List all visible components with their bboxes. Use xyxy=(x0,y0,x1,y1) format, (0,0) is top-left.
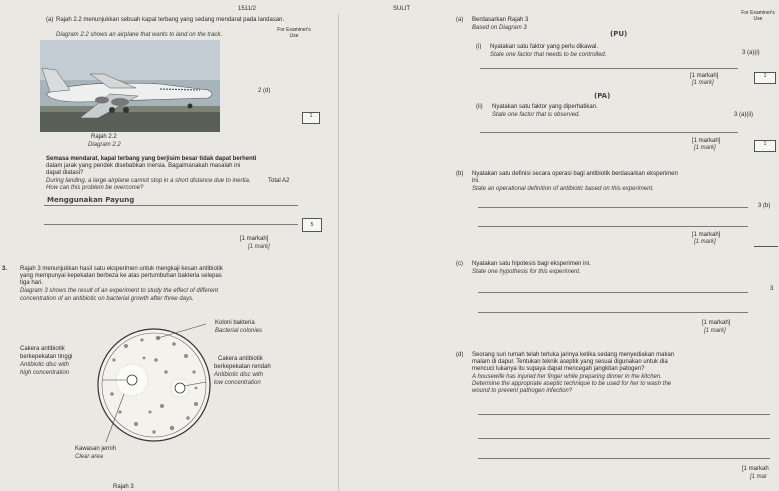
question-3-english-2: concentration of an antibiotic on bacterial growth after three days. xyxy=(20,296,194,302)
question-3-malay-3: tiga hari. xyxy=(20,280,44,286)
question-3-malay-2: yang mempunyai kepekatan berbeza ke atas pertumbuhan bakteria selepas xyxy=(20,273,222,279)
question-3b-english: State an operational definition of antibiotic based on this experiment. xyxy=(472,186,654,192)
question-2a-malay: Rajah 2.2 menunjukkan sebuah kapal terbang yang sedang mendarat pada landasan. xyxy=(56,17,285,23)
mark-3d-english: [1 mar xyxy=(750,474,768,480)
score-box-3b xyxy=(754,236,778,247)
score-box-total: 5 xyxy=(302,218,322,232)
question-2a-body-english-1: During landing, a large airplane cannot stop in a short distance due to inertia. xyxy=(46,178,251,184)
mark-3ai-english: [1 mark] xyxy=(692,80,714,86)
margin-mark-3ai: 3 (a)(i) xyxy=(742,50,760,56)
question-3c-malay: Nyatakan satu hipotesis bagi eksperimen ini. xyxy=(472,261,591,267)
score-box-1: 1 xyxy=(302,112,320,124)
score-box-3ai: 1 xyxy=(754,72,776,84)
question-3a-english: Based on Diagram 3 xyxy=(472,25,527,31)
label-high-disc-english-2: high concentration xyxy=(20,370,70,376)
handwritten-pa: (PA) xyxy=(594,92,611,100)
question-3b-number: (b) xyxy=(456,171,464,177)
question-2a-body-malay-1: Semasa mendarat, kapal terbang yang berjisim besar tidak dapat berhenti xyxy=(46,156,257,162)
margin-mark-3aii: 3 (a)(ii) xyxy=(734,112,753,118)
question-3d-malay-1: Seorang suri rumah telah terluka jarinya ketika sedang menyediakan makan xyxy=(472,352,675,358)
question-3aii-malay: Nyatakan satu faktor yang diperhatikan. xyxy=(492,104,598,110)
question-3b-malay-1: Nyatakan satu definisi secara operasi bagi antibiotik berdasarkan eksperimen xyxy=(472,171,678,177)
score-box-3aii: 1 xyxy=(754,140,776,152)
label-high-disc-english-1: Antibiotic disc with xyxy=(20,362,70,368)
mark-2a-english: [1 mark] xyxy=(248,244,270,250)
page-status: SULIT xyxy=(393,6,411,12)
mark-3c-english: [1 mark] xyxy=(704,328,726,334)
page-code: 1511/2 xyxy=(238,6,256,12)
margin-mark-3b: 3 (b) xyxy=(758,203,771,209)
mark-3b-malay: [1 markah] xyxy=(692,232,721,238)
question-2a-body-english-2: How can this problem be overcome? xyxy=(46,185,144,191)
question-3d-malay-2: malam di dapur. Tentukan teknik aseptik yang sesuai digunakan untuk dia xyxy=(472,359,668,365)
question-3aii-number: (ii) xyxy=(476,104,483,110)
mark-3aii-english: [1 mark] xyxy=(694,145,716,151)
label-low-disc-english-1: Antibiotic disc with xyxy=(214,372,264,378)
question-3ai-number: (i) xyxy=(476,44,482,50)
question-3c-number: (c) xyxy=(456,261,463,267)
question-3a-malay: Berdasarkan Rajah 3 xyxy=(472,17,529,23)
mark-2a-malay: [1 markah] xyxy=(240,236,269,242)
label-low-disc-malay-2: berkepekatan rendah xyxy=(214,364,271,370)
diagram-2-2-label-english: Diagram 2.2 xyxy=(88,142,121,148)
mark-3d-malay: [1 markah xyxy=(742,466,769,472)
label-clear-area-english: Clear area xyxy=(75,454,104,460)
answer-line-3d-2 xyxy=(478,438,770,439)
mark-3ai-malay: [1 markah] xyxy=(690,73,719,79)
total-a2-label: Total A2 xyxy=(268,178,290,184)
answer-line-2a-2 xyxy=(44,224,298,225)
answer-line-3ai xyxy=(480,68,738,69)
mark-3b-english: [1 mark] xyxy=(694,239,716,245)
answer-line-3b-1 xyxy=(478,207,748,208)
petri-dish-diagram xyxy=(96,310,216,460)
question-3-malay-1: Rajah 3 menunjukkan hasil satu eksperimen untuk mengkaji kesan antibiotik xyxy=(20,266,223,272)
airplane-landing-image xyxy=(40,40,220,132)
answer-line-2a-1 xyxy=(44,205,298,206)
answer-line-3aii xyxy=(480,132,738,133)
margin-mark-3c: 3 xyxy=(770,286,774,292)
question-3-number: 3. xyxy=(2,266,8,272)
diagram-2-2-label-malay: Rajah 2.2 xyxy=(91,134,117,140)
label-low-disc-english-2: low concentration xyxy=(214,380,261,386)
label-bacterial-colonies-english: Bacterial colonies xyxy=(215,328,263,334)
question-3ai-malay: Nyatakan satu faktor yang perlu dikawal. xyxy=(490,44,599,50)
question-3c-english: State one hypothesis for this experiment. xyxy=(472,269,581,275)
answer-line-3c-2 xyxy=(478,312,748,313)
answer-line-3d-3 xyxy=(478,458,770,459)
question-3d-malay-3: mencuci lukanya itu supaya dapat mencegah jangkitan patogen? xyxy=(472,366,645,372)
question-3d-english-3: wound to prevent pathogen infection? xyxy=(472,388,573,394)
question-2a-number: (a) xyxy=(46,17,54,23)
margin-mark-2d: 2 (d) xyxy=(258,88,271,94)
examiner-use-label-right: For Examiner's Use xyxy=(741,10,775,22)
examiner-use-label-left: For Examiner's Use xyxy=(277,27,311,39)
answer-line-3d-1 xyxy=(478,414,770,415)
question-3ai-english: State one factor that needs to be controlled. xyxy=(490,52,607,58)
mark-3c-malay: [1 markah] xyxy=(702,320,731,326)
answer-line-3c-1 xyxy=(478,292,748,293)
label-clear-area-malay: Kawasan jernih xyxy=(75,446,117,452)
label-bacterial-colonies-malay: Koloni bakteria xyxy=(215,320,255,326)
question-3d-english-1: A housewife has injured her finger while preparing dinner in the kitchen. xyxy=(472,374,662,380)
mark-3aii-malay: [1 markah] xyxy=(692,138,721,144)
label-low-disc-malay-1: Cakera antibiotik xyxy=(218,356,263,362)
handwritten-answer-2a: Menggunakan Payung xyxy=(47,196,135,204)
label-high-disc-malay-2: berkepekatan tinggi xyxy=(20,354,73,360)
question-3a-number: (a) xyxy=(456,17,464,23)
question-3d-english-2: Determine the appropriate aseptic technique to be used for her to wash the xyxy=(472,381,672,387)
question-2a-english: Diagram 2.2 shows an airplane that wants to land on the track. xyxy=(56,32,223,38)
answer-line-3b-2 xyxy=(478,226,748,227)
question-3aii-english: State one factor that is observed. xyxy=(492,112,581,118)
question-3d-number: (d) xyxy=(456,352,464,358)
question-2a-body-malay-3: dapat diatasi? xyxy=(46,170,84,176)
question-3-english-1: Diagram 3 shows the result of an experiment to study the effect of different xyxy=(20,288,219,294)
column-divider xyxy=(338,14,339,490)
question-3b-malay-2: ini. xyxy=(472,178,480,184)
label-high-disc-malay-1: Cakera antibiotik xyxy=(20,346,65,352)
diagram-3-caption-partial: Rajah 3 xyxy=(113,484,134,490)
question-2a-body-malay-2: dalam jarak yang pendek disebabkan inersia. Bagaimanakah masalah ini xyxy=(46,163,241,169)
handwritten-pu: (PU) xyxy=(610,30,628,38)
